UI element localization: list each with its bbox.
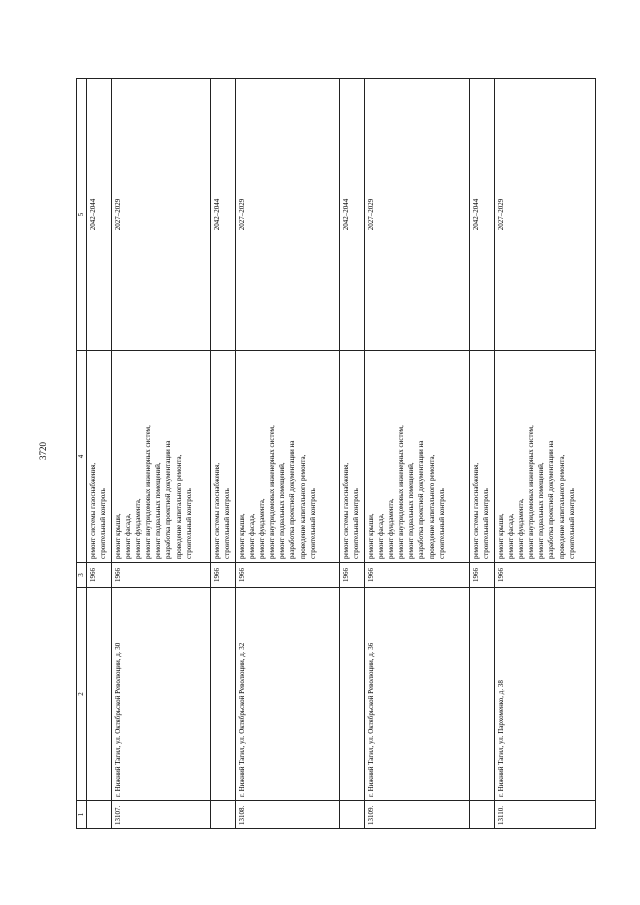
row-address: [470, 588, 495, 801]
row-address: [340, 588, 365, 801]
repair-schedule-table: [76, 78, 596, 829]
row-number: 13109.: [365, 801, 470, 829]
row-number: [211, 801, 236, 829]
header-cell-4: 4: [77, 351, 87, 563]
row-period: 2027–2029: [365, 79, 470, 351]
row-number: [87, 801, 112, 829]
row-period: 2027–2029: [495, 79, 596, 351]
table-row: [340, 79, 365, 829]
row-year: 1966: [236, 563, 340, 588]
row-period: 2042–2044: [211, 79, 236, 351]
row-number: [470, 801, 495, 829]
row-period: 2042–2044: [470, 79, 495, 351]
row-address: [87, 588, 112, 801]
page-number: 3720: [38, 442, 48, 460]
row-address: [211, 588, 236, 801]
row-works: ремонт системы газоснабжения, строительный контроль: [211, 351, 236, 563]
table-row: [365, 79, 470, 829]
row-year: 1966: [112, 563, 211, 588]
row-number: 13108.: [236, 801, 340, 829]
row-year: 1966: [470, 563, 495, 588]
row-works: ремонт крыши, ремонт фасада, ремонт фундамента, ремонт внутридомовых инженерных систем, ремонт подвальных помещений, разработка проектной документации на проведение капитального ремонта, строительный контроль: [236, 351, 340, 563]
header-cell-2: 2: [77, 588, 87, 801]
row-year: 1966: [495, 563, 596, 588]
row-period: 2042–2044: [340, 79, 365, 351]
row-period: 2042–2044: [87, 79, 112, 351]
header-cell-5: 5: [77, 79, 87, 351]
row-address: г. Нижний Тагил, ул. Октябрьской Революции, д. 32: [236, 588, 340, 801]
row-period: 2027–2029: [236, 79, 340, 351]
row-year: 1966: [211, 563, 236, 588]
row-number: [340, 801, 365, 829]
row-works: ремонт системы газоснабжения, строительный контроль: [87, 351, 112, 563]
row-works: ремонт крыши, ремонт фасада, ремонт фундамента, ремонт внутридомовых инженерных систем, ремонт подвальных помещений, разработка проектной документации на проведение капитального ремонта, строительный контроль: [112, 351, 211, 563]
header-cell-3: 3: [77, 563, 87, 588]
header-cell-1: 1: [77, 801, 87, 829]
table-row: [236, 79, 340, 829]
row-year: 1966: [87, 563, 112, 588]
table-row: [495, 79, 596, 829]
row-number: 13110.: [495, 801, 596, 829]
table-row: [211, 79, 236, 829]
table-header-row: [77, 79, 87, 829]
row-year: 1966: [340, 563, 365, 588]
table-row: [470, 79, 495, 829]
row-year: 1966: [365, 563, 470, 588]
row-address: г. Нижний Тагил, ул. Октябрьской Революции, д. 30: [112, 588, 211, 801]
row-address: г. Нижний Тагил, ул. Пархоменко, д. 38: [495, 588, 596, 801]
row-works: ремонт системы газоснабжения, строительный контроль: [340, 351, 365, 563]
row-number: 13107.: [112, 801, 211, 829]
row-works: ремонт крыши, ремонт фасада, ремонт фундамента, ремонт внутридомовых инженерных систем, ремонт подвальных помещений, разработка проектной документации на проведение капитального ремонта, строительный контроль: [495, 351, 596, 563]
row-period: 2027–2029: [112, 79, 211, 351]
row-works: ремонт системы газоснабжения, строительный контроль: [470, 351, 495, 563]
rotated-page-content: [76, 79, 601, 829]
row-works: ремонт крыши, ремонт фасада, ремонт фундамента, ремонт внутридомовых инженерных систем, ремонт подвальных помещений, разработка проектной документации на проведение капитального ремонта, строительный контроль: [365, 351, 470, 563]
row-address: г. Нижний Тагил, ул. Октябрьской Революции, д. 36: [365, 588, 470, 801]
table-row: [112, 79, 211, 829]
table-row: [87, 79, 112, 829]
